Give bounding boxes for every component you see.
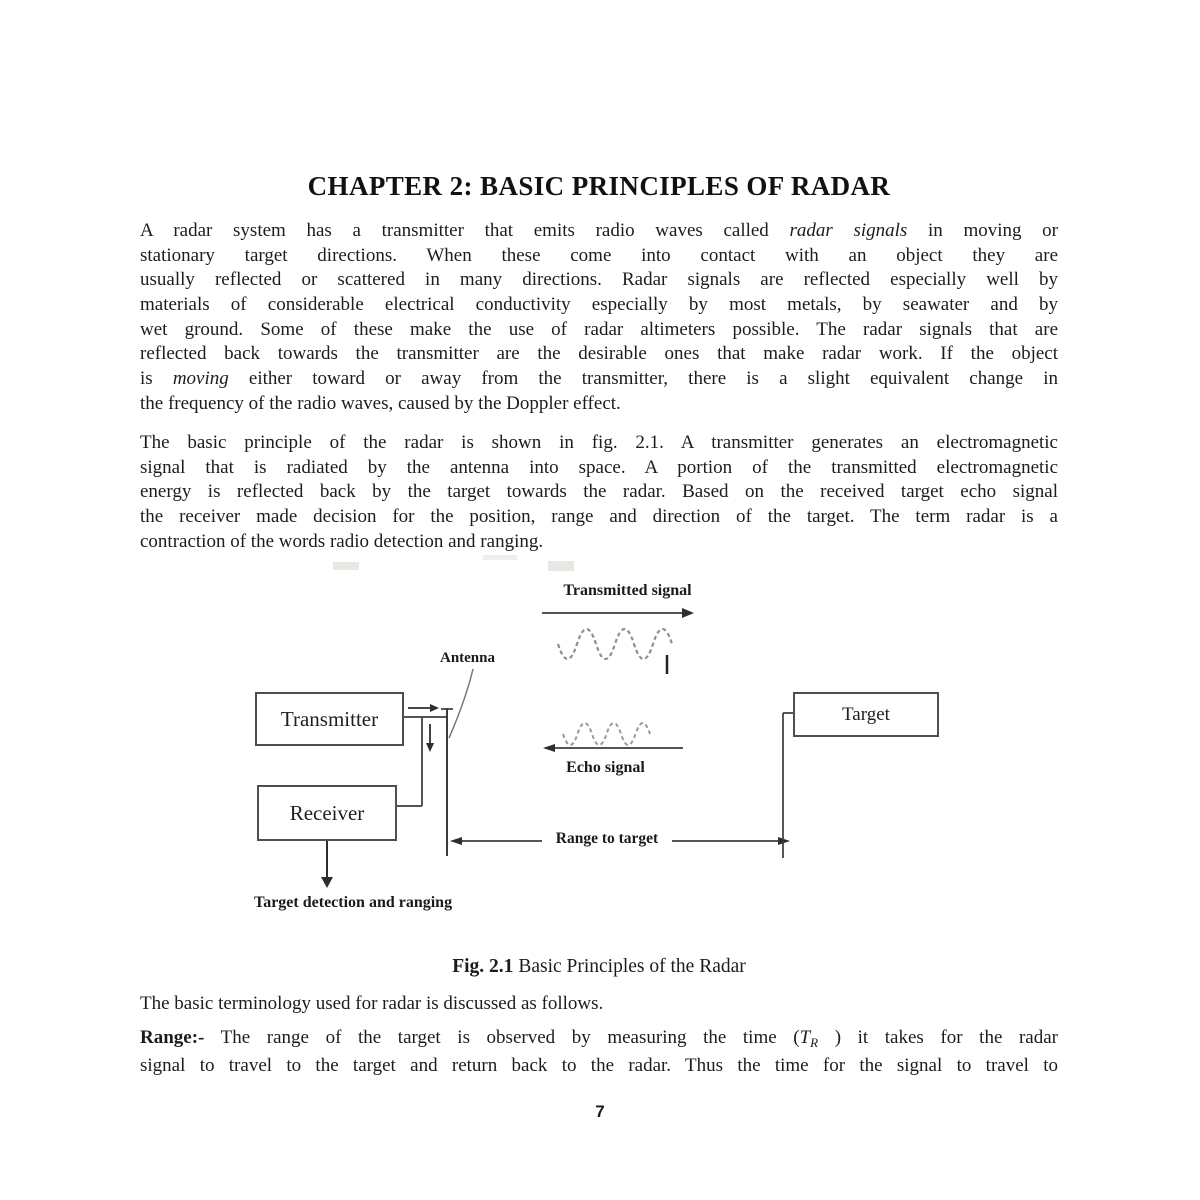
terminology-line: The basic terminology used for radar is discussed as follows. xyxy=(140,993,604,1014)
transmitter-box-label: Transmitter xyxy=(280,706,379,731)
transmitter-box xyxy=(255,692,404,746)
echo-signal-label: Echo signal xyxy=(566,759,645,776)
body-line: contraction of the words radio detection and ranging. xyxy=(140,530,544,552)
range-term: Range:- xyxy=(140,1027,205,1048)
body-line: stationary target directions. When these come into contact with an object they are xyxy=(140,244,1058,266)
paragraph-range xyxy=(140,1024,1058,1080)
caption-figure-number: Fig. 2.1 xyxy=(452,956,514,977)
transmitted-signal-label: Transmitted signal xyxy=(563,582,692,599)
body-line: the frequency of the radio waves, caused by the Doppler effect. xyxy=(140,392,621,414)
paragraph-1 xyxy=(140,219,1058,417)
arrowhead-right xyxy=(430,704,439,712)
receiver-box-label: Receiver xyxy=(289,800,365,825)
receiver-box xyxy=(257,785,397,841)
target-box-label: Target xyxy=(842,703,890,725)
echo-wave xyxy=(563,723,650,745)
italic-run: T xyxy=(799,1027,811,1048)
body-line xyxy=(140,219,1058,244)
body-line xyxy=(140,367,1058,392)
transmitted-wave xyxy=(558,629,672,659)
body-line: materials of considerable electrical conductivity especially by most metals, by seawater and by xyxy=(140,294,1058,316)
arrowhead-right xyxy=(682,608,694,618)
text-run: in moving or xyxy=(907,220,1058,241)
subscript-run: R xyxy=(810,1035,819,1050)
scan-smudge xyxy=(548,561,574,571)
arrowhead-down xyxy=(426,743,434,752)
body-line: signal to travel to the target and return back to the radar. Thus the time for the signal to travel to xyxy=(140,1055,1058,1076)
target-box xyxy=(793,692,939,737)
body-line: signal that is radiated by the antenna into space. A portion of the transmitted electromagnetic xyxy=(140,456,1058,478)
antenna-label: Antenna xyxy=(439,650,495,666)
text-run: is xyxy=(140,368,173,390)
range-to-target-label: Range to target xyxy=(555,830,659,847)
arrowhead-right xyxy=(778,837,790,845)
caption-text: Basic Principles of the Radar xyxy=(513,956,746,977)
body-line: energy is reflected back by the target towards the radar. Based on the received target echo signal xyxy=(140,481,1058,503)
arrowhead-left xyxy=(543,744,555,752)
scan-smudge xyxy=(483,555,517,560)
scan-smudge xyxy=(333,562,359,570)
italic-run: moving xyxy=(172,368,229,390)
body-line: usually reflected or scattered in many directions. Radar signals are reflected especially well by xyxy=(140,269,1058,291)
body-line xyxy=(140,1024,1058,1052)
text-run: either toward or away from the transmitter, there is a slight equivalent change in xyxy=(228,368,1058,390)
page-title: CHAPTER 2: BASIC PRINCIPLES OF RADAR xyxy=(307,171,891,201)
page-number: 7 xyxy=(595,1102,605,1121)
text-run: A radar system has a transmitter that emits radio waves called xyxy=(140,220,790,241)
body-line: the receiver made decision for the position, range and direction of the target. The term radar is a xyxy=(140,506,1058,528)
body-line: wet ground. Some of these make the use of radar altimeters possible. The radar signals that are xyxy=(140,318,1058,340)
body-line: The basic principle of the radar is shown in fig. 2.1. A transmitter generates an electromagnetic xyxy=(140,432,1058,453)
target-detection-label: Target detection and ranging xyxy=(254,894,453,911)
text-run: The range of the target is observed by measuring the time ( xyxy=(204,1027,800,1048)
figure-caption xyxy=(140,956,1058,978)
text-run: ) it takes for the radar xyxy=(818,1027,1058,1048)
arrowhead-down xyxy=(321,877,333,888)
antenna-feed-curve xyxy=(449,669,473,738)
paragraph-2 xyxy=(140,431,1058,554)
body-line: reflected back towards the transmitter are the desirable ones that make radar work. If the object xyxy=(140,343,1058,365)
arrowhead-left xyxy=(450,837,462,845)
italic-run: radar signals xyxy=(789,220,908,241)
